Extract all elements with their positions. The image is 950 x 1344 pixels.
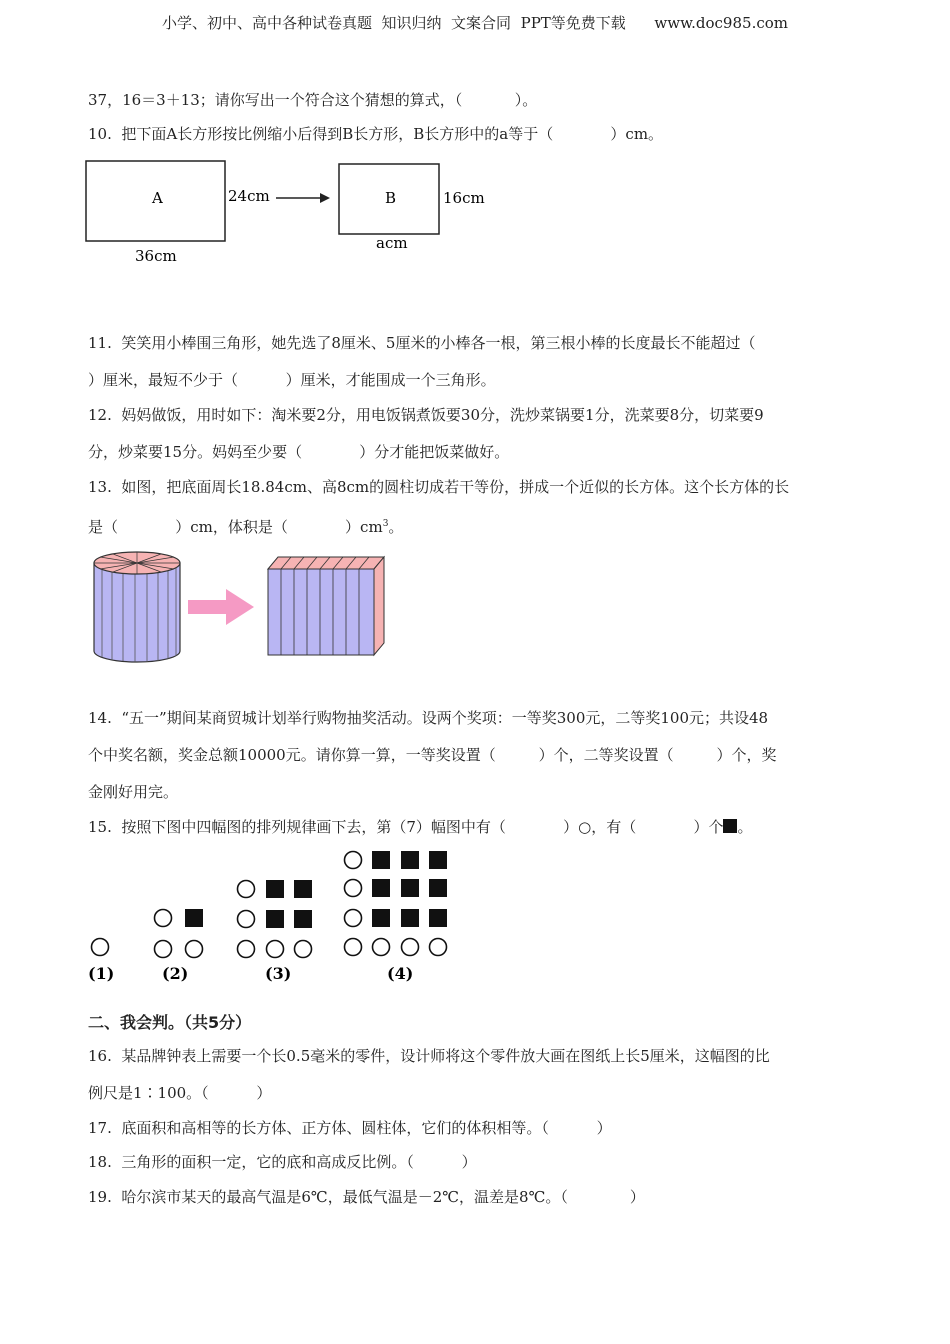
cylinder-body bbox=[94, 563, 180, 662]
question-16-line1: 16. 某品牌钟表上需要一个长0.5毫米的零件，设计师将这个零件放大画在图纸上长5厘米，这幅图的比 bbox=[88, 1047, 770, 1065]
question-18: 18. 三角形的面积一定，它的底和高成反比例。（ ） bbox=[88, 1153, 477, 1171]
question-10: 10. 把下面A长方形按比例缩小后得到B长方形，B长方形中的a等于（ ）cm。 bbox=[88, 125, 664, 143]
rectangle-scale-figure bbox=[80, 155, 500, 270]
question-19: 19. 哈尔滨市某天的最高气温是6℃，最低气温是－2℃，温差是8℃。（ ） bbox=[88, 1188, 645, 1206]
cube-superscript: 3 bbox=[382, 519, 389, 529]
pattern-label-1: (1) bbox=[88, 964, 115, 983]
pattern-squares bbox=[185, 851, 447, 928]
pattern-label-2: (2) bbox=[162, 964, 189, 983]
question-14-line3: 金刚好用完。 bbox=[88, 783, 179, 801]
page-header: 小学、初中、高中各种试卷真题 知识归纳 文案合同 PPT等免费下载 www.doc985.com bbox=[161, 14, 788, 32]
rectangle-b-width: acm bbox=[376, 234, 408, 252]
cuboid-side bbox=[374, 557, 384, 655]
question-9-tail: 37，16＝3＋13；请你写出一个符合这个猜想的算式，（ ）。 bbox=[88, 91, 538, 109]
rectangle-a-height: 24cm bbox=[228, 187, 270, 205]
rectangle-b-height: 16cm bbox=[443, 189, 485, 207]
question-11-line1: 11. 笑笑用小棒围三角形，她先选了8厘米、5厘米的小棒各一根，第三根小棒的长度最长不能超过（ bbox=[88, 334, 756, 352]
cylinder-to-cuboid-figure bbox=[88, 545, 398, 670]
rectangle-a-label: A bbox=[152, 189, 163, 207]
q15-text: 15. 按照下图中四幅图的排列规律画下去，第（7）幅图中有（ ）○，有（ ）个 bbox=[88, 818, 724, 836]
question-13-line1: 13. 如图，把底面周长18.84cm、高8cm的圆柱切成若干等份，拼成一个近似的长方体。这个长方体的长 bbox=[88, 478, 790, 496]
transform-arrow-icon bbox=[188, 589, 254, 625]
arrow-head bbox=[320, 193, 330, 203]
cuboid-top bbox=[268, 557, 384, 569]
pattern-circles bbox=[92, 852, 447, 958]
pattern-label-3: (3) bbox=[265, 964, 292, 983]
question-12-line2: 分，炒菜要15分。妈妈至少要（ ）分才能把饭菜做好。 bbox=[88, 443, 510, 461]
question-14-line1: 14. “五一”期间某商贸城计划举行购物抽奖活动。设两个奖项：一等奖300元，二等奖100元；共设48 bbox=[88, 709, 769, 727]
pattern-label-4: (4) bbox=[387, 964, 414, 983]
cuboid-front bbox=[268, 569, 374, 655]
question-16-line2: 例尺是1∶100。（ ） bbox=[88, 1084, 272, 1102]
question-15 bbox=[88, 817, 752, 837]
q13-text: 是（ ）cm，体积是（ ）cm bbox=[88, 518, 383, 536]
question-17: 17. 底面积和高相等的长方体、正方体、圆柱体，它们的体积相等。（ ） bbox=[88, 1119, 612, 1137]
question-11-line2: ）厘米，最短不少于（ ）厘米，才能围成一个三角形。 bbox=[88, 371, 496, 389]
question-12-line1: 12. 妈妈做饭，用时如下：淘米要2分，用电饭锅煮饭要30分，洗炒菜锅要1分，洗菜要8分，切菜要9 bbox=[88, 406, 764, 424]
rectangle-a-width: 36cm bbox=[135, 247, 177, 265]
q13-period: 。 bbox=[388, 518, 404, 536]
pattern-figure bbox=[86, 845, 466, 990]
question-14-line2: 个中奖名额，奖金总额10000元。请你算一算，一等奖设置（ ）个，二等奖设置（ ）个，奖 bbox=[88, 746, 777, 764]
black-square-icon bbox=[723, 819, 737, 833]
rectangle-b-label: B bbox=[385, 189, 397, 207]
question-13-line2 bbox=[88, 514, 403, 537]
q15-period: 。 bbox=[737, 818, 753, 836]
section-2-heading: 二、我会判。（共5分） bbox=[88, 1013, 252, 1032]
